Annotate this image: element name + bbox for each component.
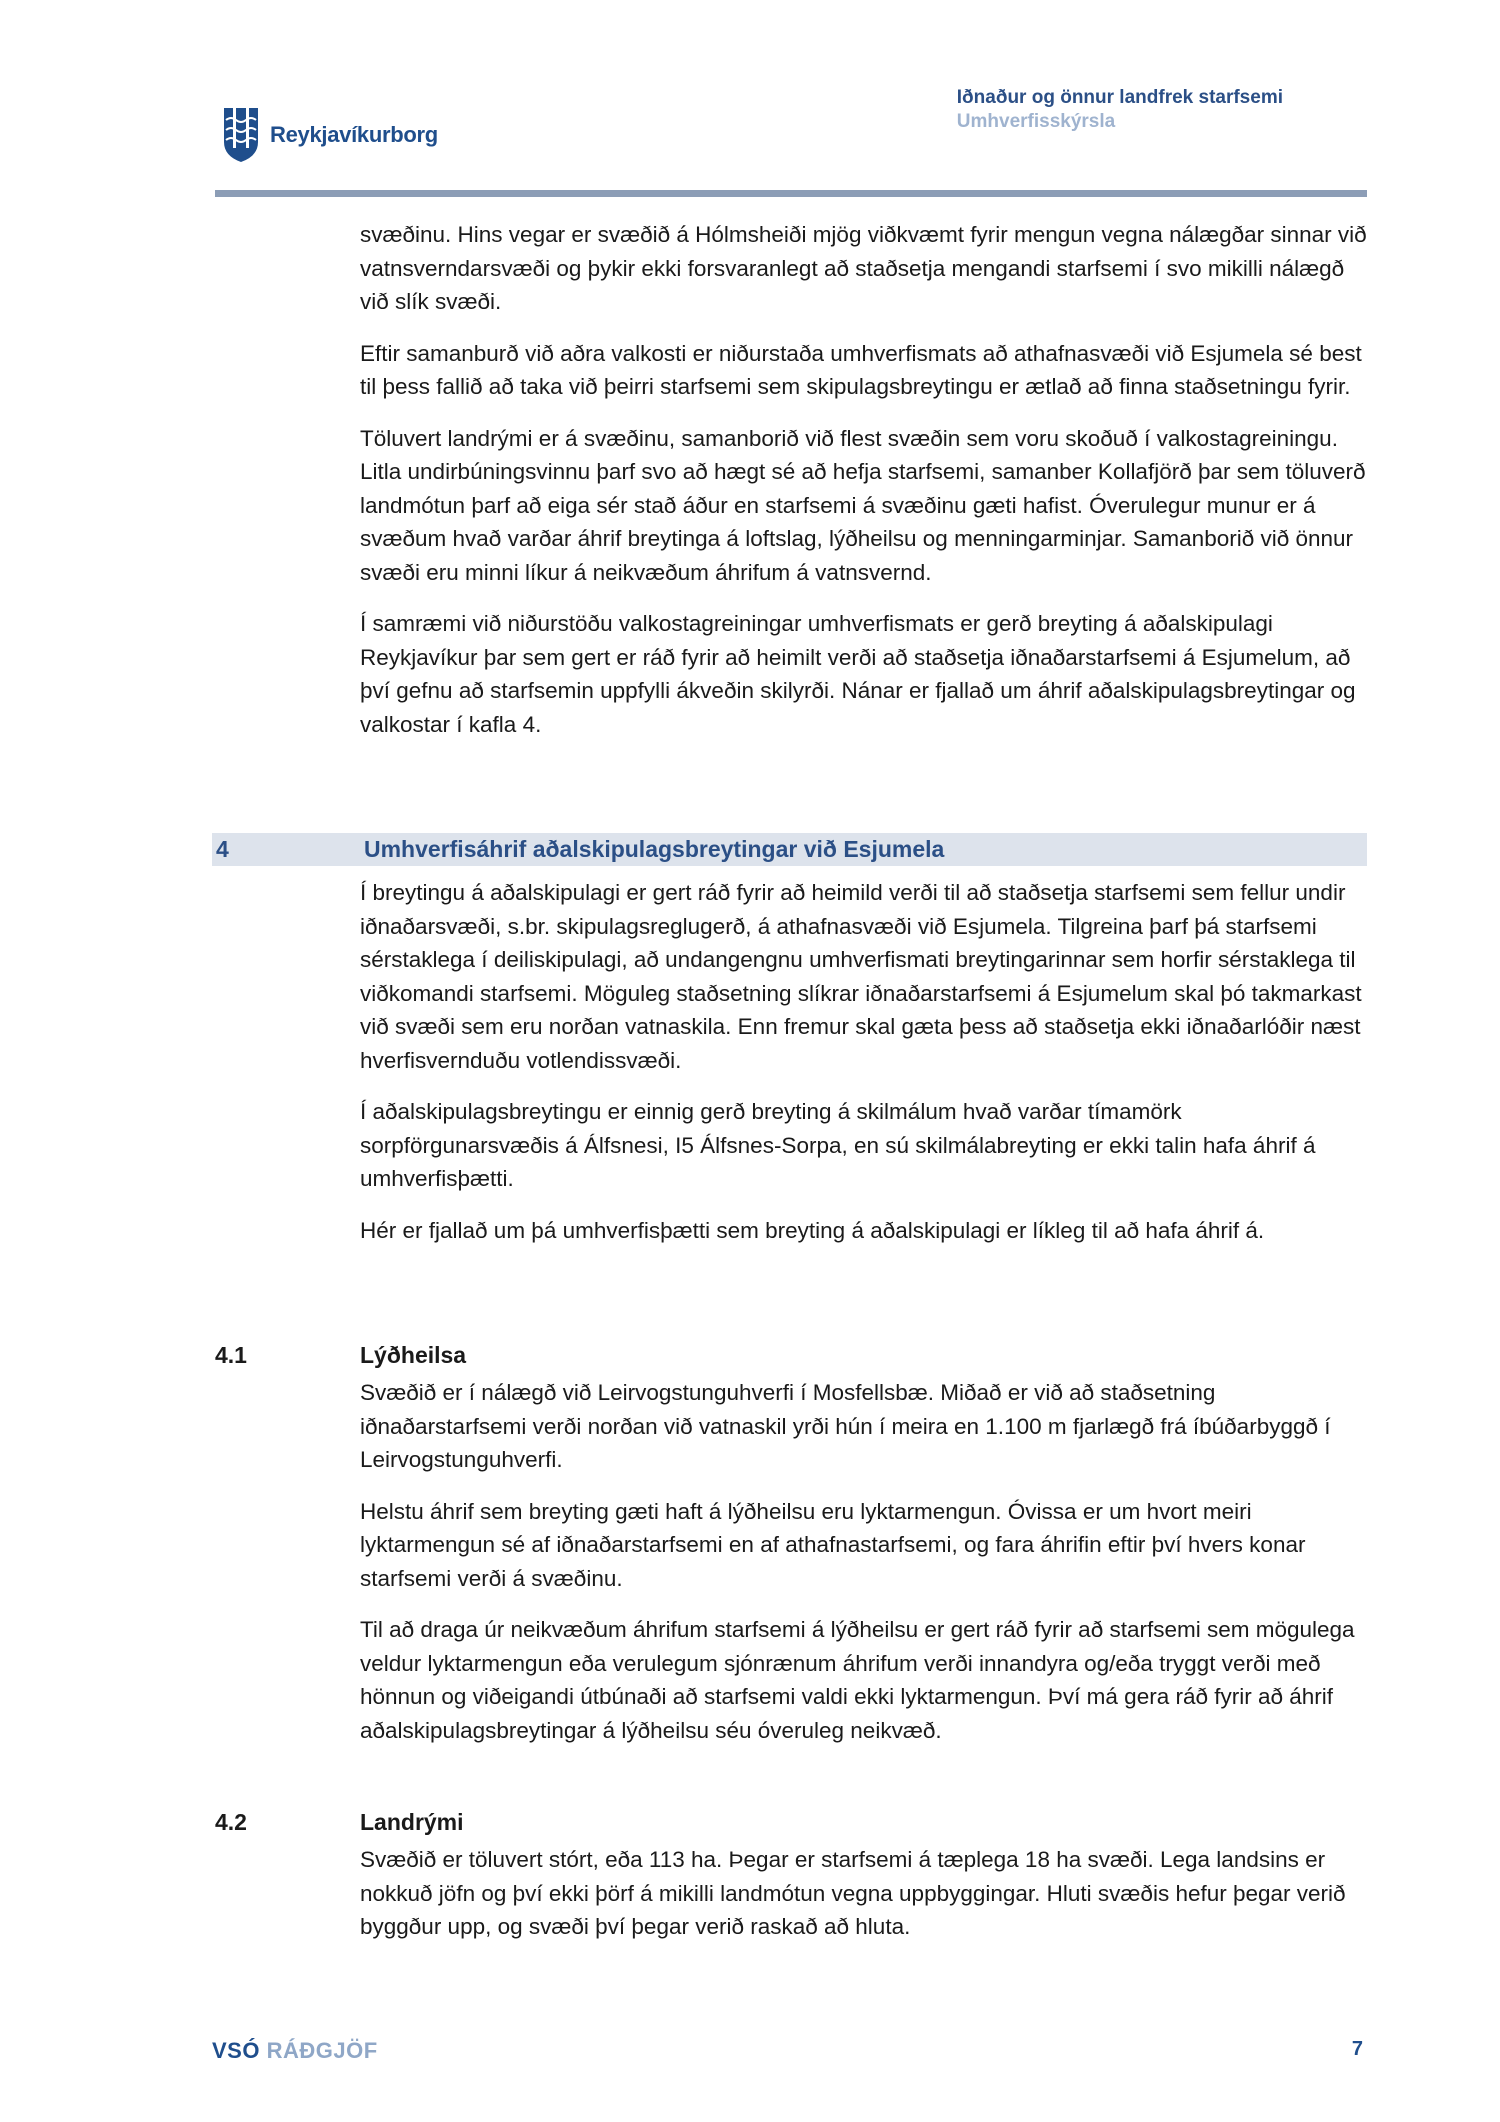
reykjavik-logo [222, 106, 438, 164]
paragraph: Töluvert landrými er á svæðinu, samanborið við flest svæðin sem voru skoðuð í valkostagreiningu. Litla undirbúningsvinnu þarf svo að hægt sé að hefja starfsemi, samanber Kollafjörð þar sem töluverð landmótun þarf að eiga sér stað áður en starfsemi á svæðinu gæti hafist. Óverulegur munur er á svæðum hvað varðar áhrif breytinga á loftslag, lýðheilsu og menningarminjar. Samanborið við önnur svæði eru minni líkur á neikvæðum áhrifum á vatnsvernd. [360, 425, 1366, 585]
paragraph: Svæðið er í nálægð við Leirvogstunguhverfi í Mosfellsbæ. Miðað er við að staðsetning iðnaðarstarfsemi verði norðan við vatnaskil yrði hún í meira en 1.100 m fjarlægð frá íbúðarbyggð í Leirvogstunguhverfi. [360, 1380, 1331, 1472]
paragraph: Í breytingu á aðalskipulagi er gert ráð fyrir að heimild verði til að staðsetja starfsemi sem fellur undir iðnaðarsvæði, s.br. skipulagsreglugerð, á athafnasvæði við Esjumela. Tilgreina þarf þá starfsemi sérstaklega í deiliskipulagi, að undangengnu umhverfismati breytingarinnar sem horfir sérstaklega til viðkomandi starfsemi. Möguleg staðsetning slíkrar iðnaðarstarfsemi á Esjumelum skal þó takmarkast við svæði sem eru norðan vatnaskila. Enn fremur skal gæta þess að staðsetja ekki iðnaðarlóðir næst hverfisvernduðu votlendissvæði. [360, 880, 1362, 1073]
section-4-2-body [360, 1843, 1370, 1962]
intro-section [360, 218, 1370, 759]
paragraph: Í aðalskipulagsbreytingu er einnig gerð breyting á skilmálum hvað varðar tímamörk sorpförgunarsvæðis á Álfsnesi, I5 Álfsnes-Sorpa, en sú skilmálabreyting er ekki talin hafa áhrif á umhverfisþætti. [360, 1099, 1316, 1191]
section-4-1-body [360, 1376, 1370, 1765]
document-subtitle: Umhverfisskýrsla [956, 111, 1116, 132]
paragraph: Í samræmi við niðurstöðu valkostagreiningar umhverfismats er gerð breyting á aðalskipulagi Reykjavíkur þar sem gert er ráð fyrir að heimilt verði að staðsetja iðnaðarstarfsemi á Esjumelum, að því gefnu að starfsemin uppfylli ákveðin skilyrði. Nánar er fjallað um áhrif aðalskipulagsbreytingar og valkostar í kafla 4. [360, 611, 1356, 737]
page-number: 7 [1351, 2038, 1363, 2060]
subsection-number: 4.1 [215, 1342, 247, 1368]
section-title: Umhverfisáhrif aðalskipulagsbreytingar við Esjumela [364, 836, 945, 862]
section-number: 4 [216, 836, 229, 862]
document-title: Iðnaður og önnur landfrek starfsemi [956, 87, 1283, 108]
paragraph: Helstu áhrif sem breyting gæti haft á lýðheilsu eru lyktarmengun. Óvissa er um hvort meiri lyktarmengun sé af iðnaðarstarfsemi en af athafnastarfsemi, og fara áhrifin eftir því hvers konar starfsemi verði á svæðinu. [360, 1498, 1306, 1591]
footer-brand-vso: VSÓ [212, 2038, 260, 2063]
header-divider [215, 190, 1367, 197]
subsection-heading-4-2 [215, 1809, 464, 1836]
paragraph: Svæðið er töluvert stórt, eða 113 ha. Þegar er starfsemi á tæplega 18 ha svæði. Lega landsins er nokkuð jöfn og því ekki þörf á mikilli landmótun vegna uppbyggingar. Hluti svæðis hefur þegar verið byggður upp, og svæði því þegar verið raskað að hluta. [360, 1847, 1346, 1939]
paragraph: svæðinu. Hins vegar er svæðið á Hólmsheiði mjög viðkvæmt fyrir mengun vegna nálægðar sinnar við vatnsverndarsvæði og þykir ekki forsvaranlegt að staðsetja mengandi starfsemi í svo mikilli nálægð við slík svæði. [360, 222, 1367, 314]
subsection-title: Landrými [360, 1809, 464, 1835]
document-header [957, 86, 1283, 134]
logo-text: Reykjavíkurborg [270, 122, 438, 147]
reykjavik-crest-icon [222, 106, 260, 164]
paragraph: Til að draga úr neikvæðum áhrifum starfsemi á lýðheilsu er gert ráð fyrir að starfsemi sem mögulega veldur lyktarmengun eða verulegum sjónrænum áhrifum verði innandyra og/eða tryggt verði með hönnun og viðeigandi útbúnaði að starfsemi valdi ekki lyktarmengun. Því má gera ráð fyrir að áhrif aðalskipulagsbreytingar á lýðheilsu séu óveruleg neikvæð. [360, 1617, 1355, 1743]
footer-brand [212, 2038, 378, 2064]
footer-brand-radgjof: RÁÐGJÖF [266, 2038, 378, 2063]
section-4-body [360, 876, 1370, 1265]
paragraph: Hér er fjallað um þá umhverfisþætti sem breyting á aðalskipulagi er líkleg til að hafa áhrif á. [360, 1217, 1265, 1243]
subsection-number: 4.2 [215, 1809, 247, 1835]
paragraph: Eftir samanburð við aðra valkosti er niðurstaða umhverfismats að athafnasvæði við Esjumela sé best til þess fallið að taka við þeirri starfsemi sem skipulagsbreytingu er ætlað að finna staðsetningu fyrir. [360, 340, 1362, 399]
subsection-title: Lýðheilsa [360, 1342, 467, 1368]
section-heading-4 [212, 833, 1367, 866]
subsection-heading-4-1 [215, 1342, 466, 1369]
